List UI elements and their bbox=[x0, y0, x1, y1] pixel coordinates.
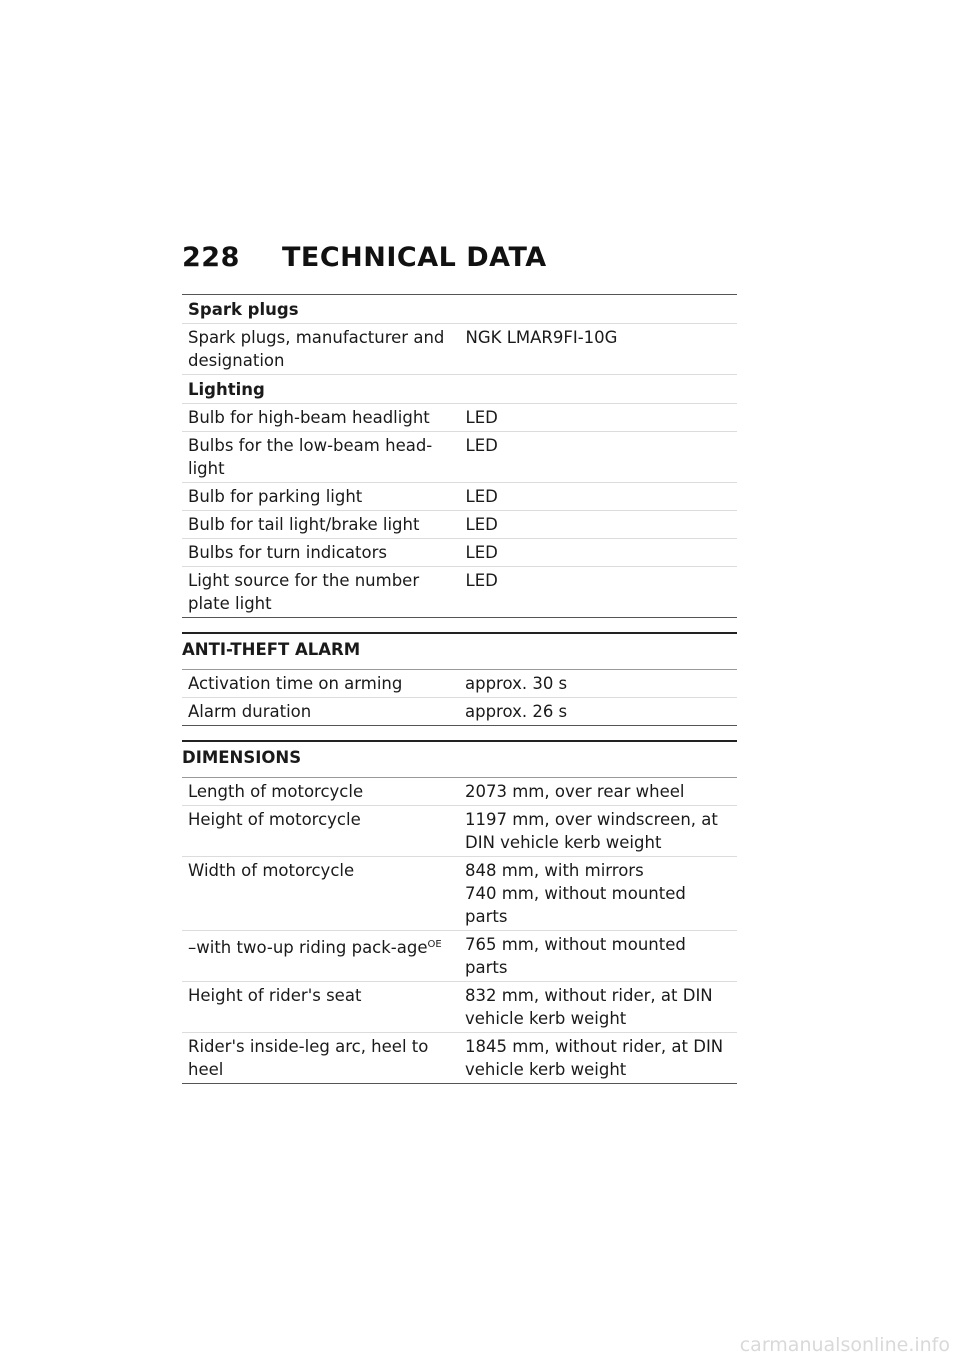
row-value: LED bbox=[460, 483, 738, 511]
row-value: 765 mm, without mounted parts bbox=[459, 931, 737, 982]
table-row bbox=[182, 432, 737, 483]
row-value: NGK LMAR9FI-10G bbox=[460, 324, 738, 375]
table-row bbox=[182, 567, 737, 618]
table-subheading-row bbox=[182, 375, 737, 404]
row-label: Bulbs for the low-beam head-light bbox=[182, 432, 460, 483]
row-label: Height of rider's seat bbox=[182, 982, 459, 1033]
row-value: approx. 26 s bbox=[459, 698, 737, 726]
option-marker: OE bbox=[427, 939, 442, 950]
table-row bbox=[182, 982, 737, 1033]
lighting-heading: Lighting bbox=[182, 375, 737, 404]
page-header bbox=[182, 242, 547, 273]
table-row bbox=[182, 511, 737, 539]
table-row bbox=[182, 324, 737, 375]
table-row bbox=[182, 806, 737, 857]
row-value bbox=[459, 857, 737, 931]
row-value-line: 848 mm, with mirrors bbox=[465, 861, 644, 880]
anti-theft-heading: ANTI-THEFT ALARM bbox=[182, 632, 737, 669]
table-row bbox=[182, 483, 737, 511]
row-value-line: 740 mm, without mounted parts bbox=[465, 884, 686, 926]
table-row bbox=[182, 778, 737, 806]
page-content bbox=[182, 294, 737, 1084]
row-label: Activation time on arming bbox=[182, 670, 459, 698]
table-row bbox=[182, 698, 737, 726]
row-label: Height of motorcycle bbox=[182, 806, 459, 857]
row-label: Bulb for tail light/brake light bbox=[182, 511, 460, 539]
table-row bbox=[182, 931, 737, 982]
row-value: 1845 mm, without rider, at DIN vehicle kerb weight bbox=[459, 1033, 737, 1084]
row-label: Bulbs for turn indicators bbox=[182, 539, 460, 567]
anti-theft-table bbox=[182, 669, 737, 726]
row-label: Width of motorcycle bbox=[182, 857, 459, 931]
row-value: 2073 mm, over rear wheel bbox=[459, 778, 737, 806]
row-value: LED bbox=[460, 511, 738, 539]
row-label: Spark plugs, manufacturer and designation bbox=[182, 324, 460, 375]
row-label: Light source for the number plate light bbox=[182, 567, 460, 618]
row-label: Length of motorcycle bbox=[182, 778, 459, 806]
row-value: LED bbox=[460, 539, 738, 567]
row-label: Rider's inside-leg arc, heel to heel bbox=[182, 1033, 459, 1084]
table-row bbox=[182, 670, 737, 698]
row-label: Bulb for parking light bbox=[182, 483, 460, 511]
page-number: 228 bbox=[182, 242, 240, 273]
row-label-text: –with two-up riding pack-age bbox=[188, 938, 428, 957]
table-row bbox=[182, 1033, 737, 1084]
table-row bbox=[182, 539, 737, 567]
dimensions-table bbox=[182, 777, 737, 1084]
table-subheading-row bbox=[182, 295, 737, 324]
row-value: approx. 30 s bbox=[459, 670, 737, 698]
row-value: 832 mm, without rider, at DIN vehicle kerb weight bbox=[459, 982, 737, 1033]
table-row bbox=[182, 857, 737, 931]
row-value: 1197 mm, over windscreen, at DIN vehicle kerb weight bbox=[459, 806, 737, 857]
watermark-text: carmanualsonline.info bbox=[739, 1334, 950, 1356]
row-value: LED bbox=[460, 432, 738, 483]
spark-lighting-table bbox=[182, 294, 737, 618]
dimensions-heading: DIMENSIONS bbox=[182, 740, 737, 777]
row-value: LED bbox=[460, 404, 738, 432]
row-value: LED bbox=[460, 567, 738, 618]
table-row bbox=[182, 404, 737, 432]
row-label bbox=[182, 931, 459, 982]
row-label: Alarm duration bbox=[182, 698, 459, 726]
page-title: TECHNICAL DATA bbox=[282, 242, 547, 273]
row-label: Bulb for high-beam headlight bbox=[182, 404, 460, 432]
spark-plugs-heading: Spark plugs bbox=[182, 295, 737, 324]
